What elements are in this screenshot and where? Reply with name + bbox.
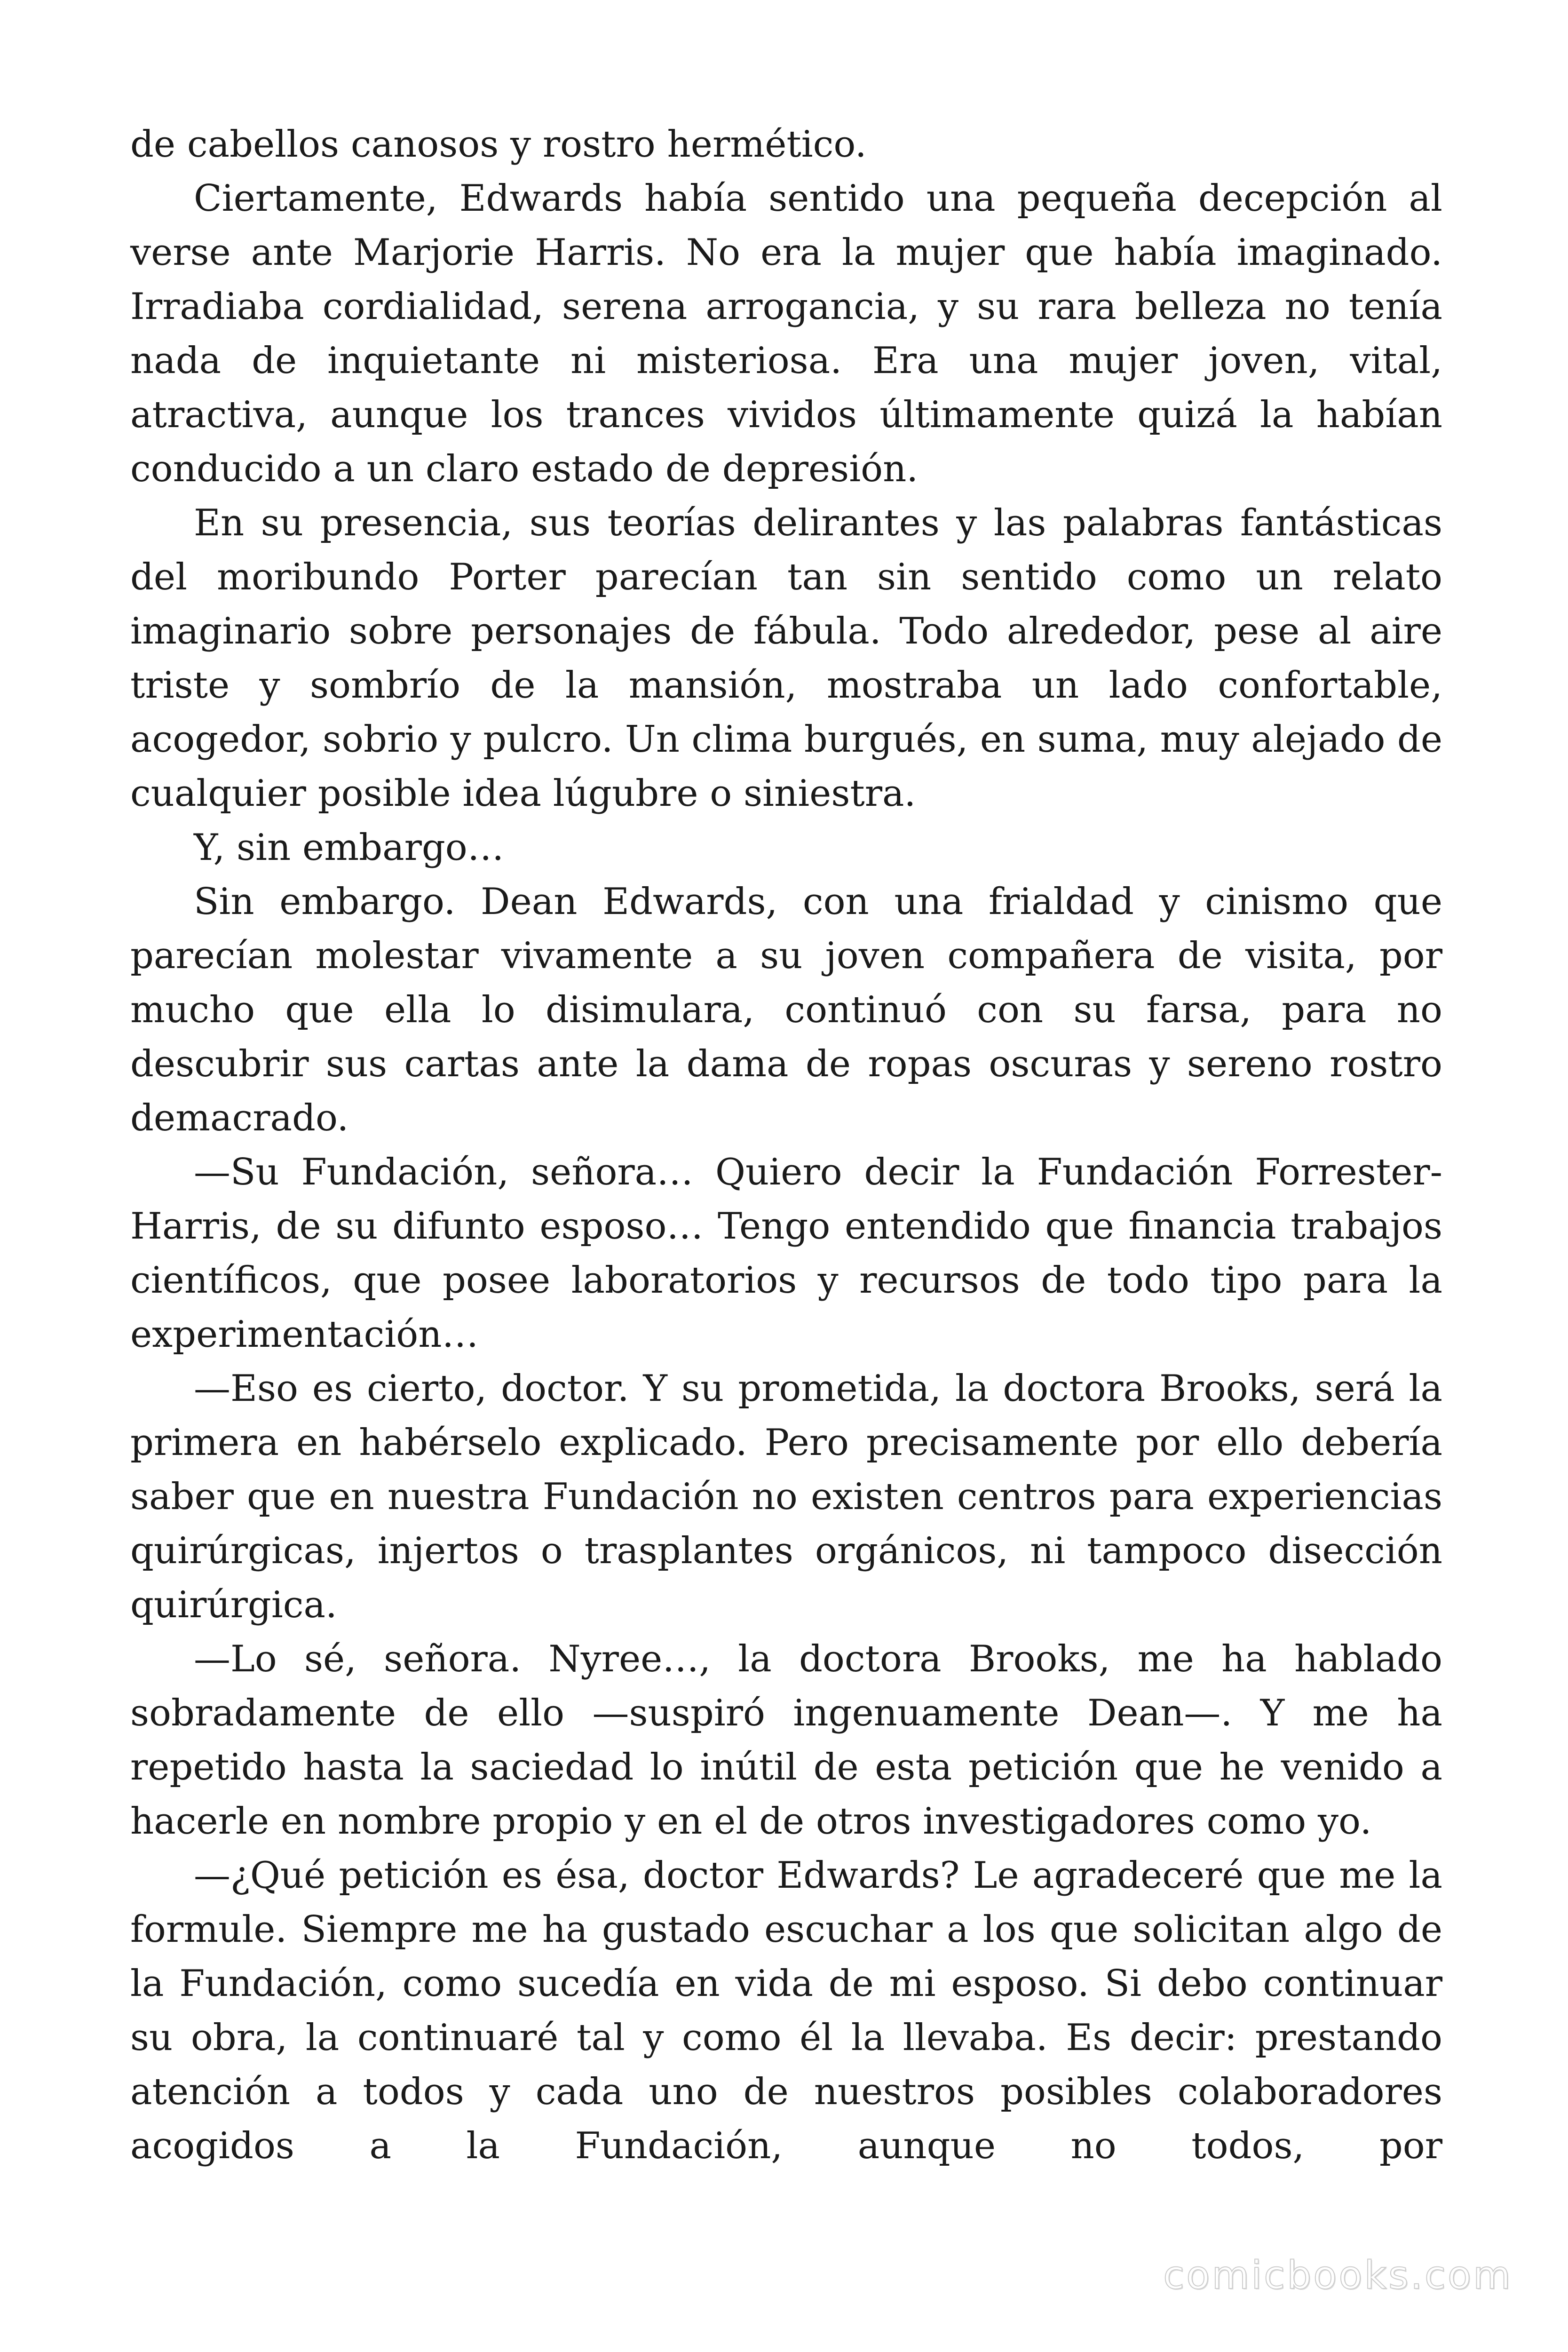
watermark: comicbooks.com [1163, 2253, 1513, 2298]
book-page-text [130, 118, 1442, 2173]
paragraph: —Su Fundación, señora… Quiero decir la Fundación Forrester-Harris, de su difunto esposo… Tengo entendido que financia trabajos científicos, que posee laboratorios y recursos de todo tipo para la experimentación… [130, 1151, 1442, 1356]
paragraph: —Lo sé, señora. Nyree…, la doctora Brooks, me ha hablado sobradamente de ello —suspiró ingenuamente Dean—. Y me ha repetido hasta la saciedad lo inútil de esta petición que he venido a hacerle en nombre propio y en el de otros investigadores como yo. [130, 1638, 1442, 1843]
paragraph: —¿Qué petición es ésa, doctor Edwards? Le agradeceré que me la formule. Siempre me ha gustado escuchar a los que solicitan algo de la Fundación, como sucedía en vida de mi esposo. Si debo continuar su obra, la continuaré tal y como él la llevaba. Es decir: prestando atención a todos y cada uno de nuestros posibles colaboradores acogidos a la Fundación, aunque no todos, por [130, 1854, 1442, 2167]
paragraph: Sin embargo. Dean Edwards, con una frialdad y cinismo que parecían molestar vivamente a su joven compañera de visita, por mucho que ella lo disimulara, continuó con su farsa, para no descubrir sus cartas ante la dama de ropas oscuras y sereno rostro demacrado. [130, 881, 1442, 1139]
paragraph: En su presencia, sus teorías delirantes y las palabras fantásticas del moribundo Porter parecían tan sin sentido como un relato imaginario sobre personajes de fábula. Todo alrededor, pese al aire triste y sombrío de la mansión, mostraba un lado confortable, acogedor, sobrio y pulcro. Un clima burgués, en suma, muy alejado de cualquier posible idea lúgubre o siniestra. [130, 502, 1442, 815]
paragraph: de cabellos canosos y rostro hermético. [130, 123, 867, 166]
paragraph: —Eso es cierto, doctor. Y su prometida, la doctora Brooks, será la primera en habérselo explicado. Pero precisamente por ello debería saber que en nuestra Fundación no existen centros para experiencias quirúrgicas, injertos o trasplantes orgánicos, ni tampoco disección quirúrgica. [130, 1367, 1442, 1626]
paragraph: Y, sin embargo… [194, 826, 504, 869]
paragraph: Ciertamente, Edwards había sentido una pequeña decepción al verse ante Marjorie Harris. No era la mujer que había imaginado. Irradiaba cordialidad, serena arrogancia, y su rara belleza no tenía nada de inquietante ni misteriosa. Era una mujer joven, vital, atractiva, aunque los trances vividos últimamente quizá la habían conducido a un claro estado de depresión. [130, 177, 1442, 490]
